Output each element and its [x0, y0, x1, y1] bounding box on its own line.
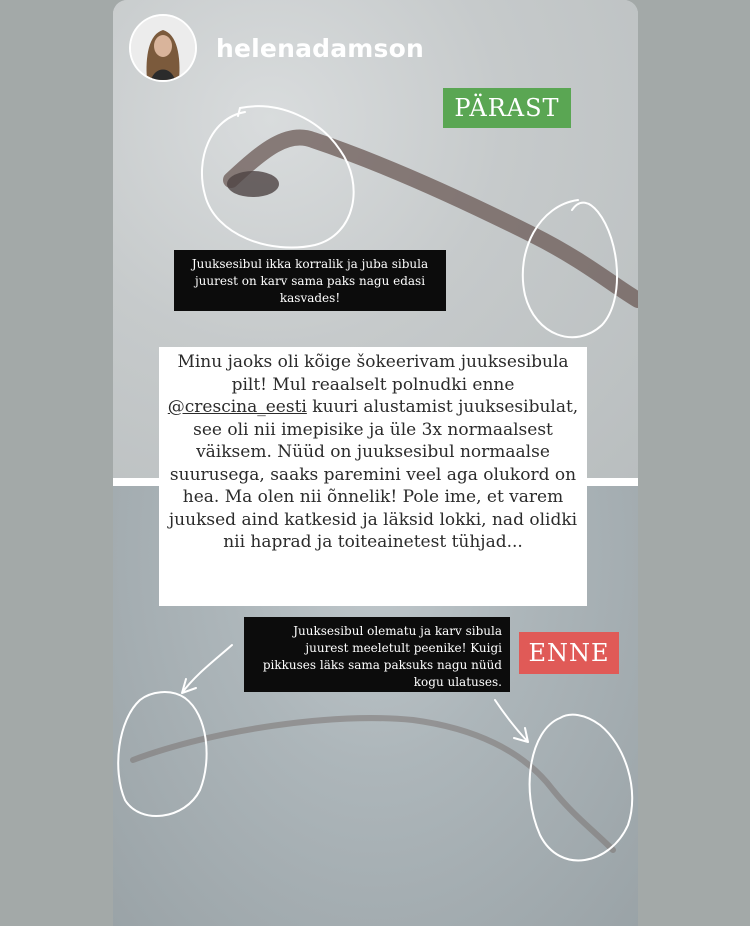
before-label: ENNE — [519, 632, 619, 674]
avatar[interactable] — [131, 16, 195, 80]
caption-text — [159, 347, 587, 606]
caption-part-2: kuuri alustamist juuksesibulat, see oli nii imepisike ja üle 3x normaalsest väiksem. Nüüd on juuksesibul normaalse suurusega, saaks paremini veel aga olukord on hea. Ma olen nii õnnelik! Pole ime, et varem juuksed aind katkesid ja läksid lokki, nad olidki nii haprad ja toiteainetest tühjad... — [168, 397, 579, 552]
after-label: PÄRAST — [443, 88, 571, 128]
before-note: Juuksesibul olematu ja karv sibula juurest meeletult peenike! Kuigi pikkuses läks sama paksuks nagu nüüd kogu ulatuses. — [244, 617, 510, 692]
caption-part-1: Minu jaoks oli kõige šokeerivam juuksesibula pilt! Mul reaalselt polnudki enne — [177, 352, 569, 395]
username[interactable]: helenadamson — [216, 34, 425, 63]
mention-link[interactable]: @crescina_eesti — [167, 397, 307, 417]
after-note: Juuksesibul ikka korralik ja juba sibula juurest on karv sama paks nagu edasi kasvades! — [174, 250, 446, 311]
